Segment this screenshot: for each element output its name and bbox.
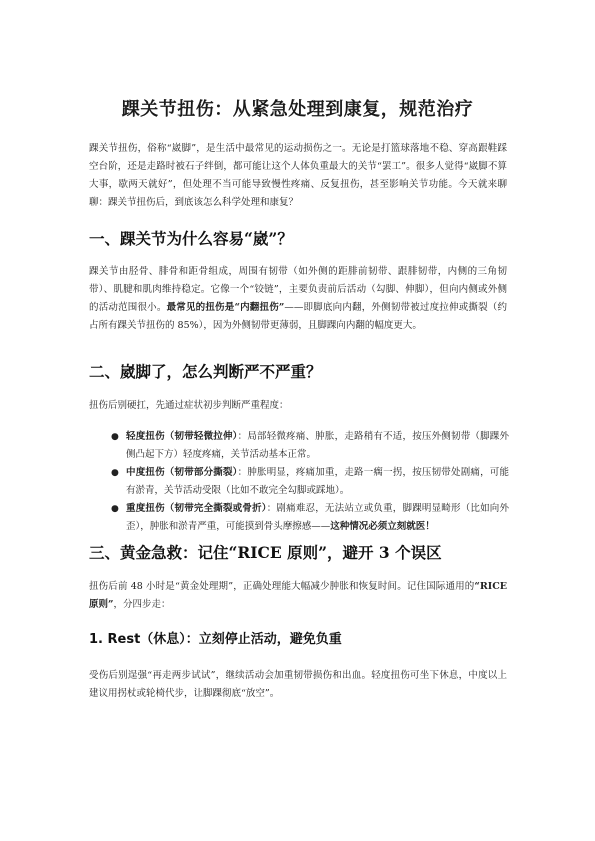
document-title: 踝关节扭伤：从紧急处理到康复，规范治疗 — [121, 99, 474, 120]
severity-description: ：局部轻微疼痛、肿胀，走路稍有不适，按压外侧韧带（脚踝外侧凸起下方）轻度疼痛，关节活动基本正常。 — [126, 431, 509, 460]
subsection-rest-heading: 1. Rest（休息）：立刻停止活动，避免负重 — [89, 632, 342, 647]
section1-heading: 一、踝关节为什么容易“崴”？ — [89, 229, 293, 248]
section3-heading: 三、黄金急救：记住“RICE 原则”，避开 3 个误区 — [89, 543, 442, 562]
severity-label: 轻度扭伤（韧带轻微拉伸） — [126, 431, 238, 442]
section1-text-after: ——即脚底向内翻，外侧韧带被过度拉伸或撕裂（约占所有踝关节扭伤的 85%），因为外侧韧带更薄弱，且脚踝向内翻的幅度更大。 — [89, 302, 507, 331]
list-item — [89, 464, 509, 500]
section3-text-after: ，分四步走： — [113, 599, 171, 610]
section3-paragraph — [89, 578, 507, 614]
subsection-rest-paragraph: 受伤后别逞强“再走两步试试”，继续活动会加重韧带损伤和出血。轻度扭伤可坐下休息，中度以上建议用拐杖或轮椅代步，让脚踝彻底“放空”。 — [89, 670, 507, 699]
section1-emphasis: 最常见的扭伤是“内翻扭伤” — [166, 302, 285, 313]
bullet-icon: ● — [111, 432, 119, 442]
severity-label: 中度扭伤（韧带部分撕裂） — [126, 467, 238, 478]
section2-heading: 二、崴脚了，怎么判断严不严重？ — [89, 362, 322, 381]
section3-emphasis: “RICE 原则” — [89, 581, 507, 610]
severity-label: 重度扭伤（韧带完全撕裂或骨折） — [126, 503, 267, 514]
severity-description: ：剧痛难忍，无法站立或负重，脚踝明显畸形（比如向外歪），肿胀和淤青严重，可能摸到骨头摩擦感—— — [126, 503, 509, 532]
severity-list — [89, 428, 509, 536]
bullet-icon: ● — [111, 468, 119, 478]
list-item — [89, 428, 509, 464]
severity-warning: 这种情况必须立刻就医！ — [330, 521, 435, 532]
list-item — [89, 500, 509, 536]
section2-intro: 扭伤后别硬扛，先通过症状初步判断严重程度： — [89, 400, 289, 411]
severity-description: ：肿胀明显，疼痛加重，走路一瘸一拐，按压韧带处剧痛，可能有淤青，关节活动受限（比如不敢完全勾脚或踩地）。 — [126, 467, 509, 496]
bullet-icon: ● — [111, 504, 119, 514]
section1-text-before: 踝关节由胫骨、腓骨和距骨组成，周围有韧带（如外侧的距腓前韧带、跟腓韧带，内侧的三角韧带）、肌腱和肌肉维持稳定。它像一个“铰链”，主要负责前后活动（勾脚、伸脚），但向内侧或外侧的活动范围很小。 — [89, 266, 507, 313]
section3-text-before: 扭伤后前 48 小时是“黄金处理期”，正确处理能大幅减少肿胀和恢复时间。记住国际通用的 — [89, 581, 475, 592]
section1-paragraph — [89, 263, 507, 335]
intro-paragraph: 踝关节扭伤，俗称“崴脚”，是生活中最常见的运动损伤之一。无论是打篮球落地不稳、穿高跟鞋踩空台阶，还是走路时被石子绊倒，都可能让这个人体负重最大的关节“罢工”。很多人觉得“崴脚不算大事，歇两天就好”，但处理不当可能导致慢性疼痛、反复扭伤，甚至影响关节功能。今天就来聊聊：踝关节扭伤后，到底该怎么科学处理和康复？ — [89, 143, 507, 208]
